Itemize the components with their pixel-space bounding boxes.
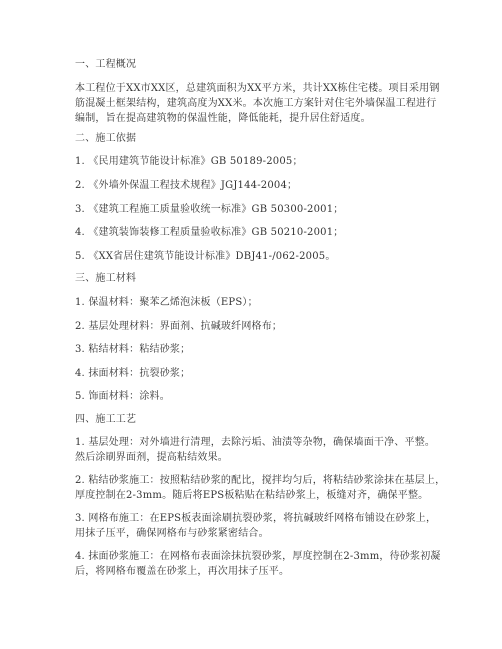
process-step-line: 后，将网格布覆盖在砂浆上，再次用抹子压平。	[75, 566, 290, 577]
list-item: 2. 《外墙外保温工程技术规程》JGJ144-2004；	[75, 180, 298, 191]
list-item: 2. 基层处理材料：界面剂、抗碱玻纤网格布；	[75, 321, 283, 332]
process-step-line: 然后涂刷界面剂，提高粘结效果。	[75, 452, 228, 463]
section-heading-process: 四、施工工艺	[75, 414, 137, 425]
list-item: 5. 《XX省居住建筑节能设计标准》DBJ41-/062-2005。	[75, 251, 336, 262]
section-heading-overview: 一、工程概况	[75, 59, 137, 70]
section-heading-materials: 三、施工材料	[75, 273, 137, 284]
paragraph-line: 本工程位于XX市XX区，总建筑面积为XX平方米，共计XX栋住宅楼。项目采用钢	[75, 83, 440, 94]
process-step-line: 3. 网格布施工：在EPS板表面涂刷抗裂砂浆，将抗碱玻纤网格布铺设在砂浆上，	[75, 513, 437, 524]
process-step-line: 1. 基层处理：对外墙进行清理，去除污垢、油渍等杂物，确保墙面干净、平整。	[75, 437, 436, 448]
process-step-line: 厚度控制在2-3mm。随后将EPS板粘贴在粘结砂浆上，板缝对齐，确保平整。	[75, 490, 429, 501]
list-item: 4. 抹面材料：抗裂砂浆；	[75, 368, 191, 379]
list-item: 5. 饰面材料：涂料。	[75, 391, 170, 402]
list-item: 3. 《建筑工程施工质量验收统一标准》GB 50300-2001；	[75, 204, 344, 215]
process-step-line: 4. 抹面砂浆施工：在网格布表面涂抹抗裂砂浆，厚度控制在2-3mm，待砂浆初凝	[75, 551, 441, 562]
list-item: 4. 《建筑装饰装修工程质量验收标准》GB 50210-2001；	[75, 227, 344, 238]
paragraph-line: 筋混凝土框架结构，建筑高度为XX米。本次施工方案针对住宅外墙保温工程进行	[75, 98, 437, 109]
section-heading-basis: 二、施工依据	[75, 133, 137, 144]
process-step-line: 用抹子压平，确保网格布与砂浆紧密结合。	[75, 528, 269, 539]
paragraph-line: 编制，旨在提高建筑物的保温性能，降低能耗，提升居住舒适度。	[75, 113, 371, 124]
list-item: 1. 《民用建筑节能设计标准》GB 50189-2005；	[75, 156, 303, 167]
list-item: 1. 保温材料：聚苯乙烯泡沫板（EPS）；	[75, 297, 258, 308]
list-item: 3. 粘结材料：粘结砂浆；	[75, 344, 191, 355]
process-step-line: 2. 粘结砂浆施工：按照粘结砂浆的配比，搅拌均匀后，将粘结砂浆涂抹在基层上，	[75, 475, 446, 486]
